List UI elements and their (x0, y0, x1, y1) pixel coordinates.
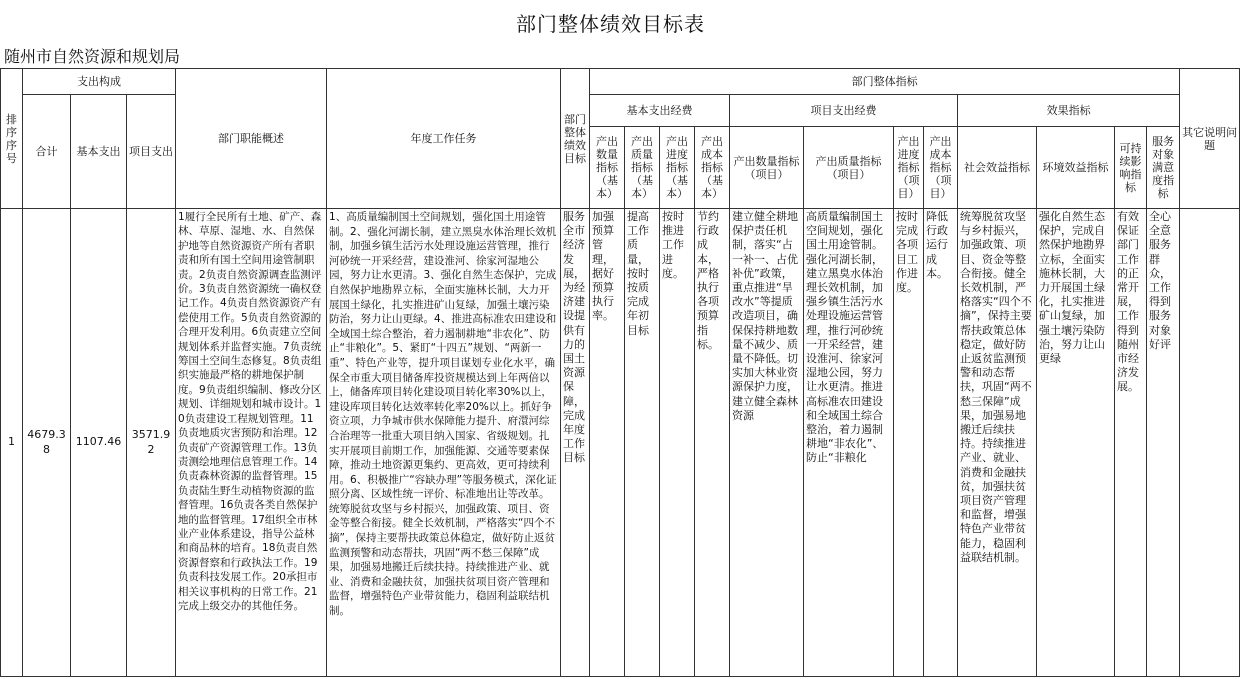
cell-p-qty: 建立健全耕地保护责任机制，落实“占一补一、占优补优”政策，重点推进“旱改水”等提质改造项目，确保保持耕地数量不减少、质量不降低。切实加大林业资源保护力度，建立健全森林资源 (730, 209, 804, 677)
header-seq: 排序序号 (1, 69, 23, 209)
header-b-qty: 产出数量指标（基本） (590, 127, 625, 209)
cell-duties: 1履行全民所有土地、矿产、森林、草原、湿地、水、自然保护地等自然资源资产所有者职责和所有国土空间用途管制职责。2负责自然资源调查监测评价。3负责自然资源统一确权登记工作。4负责自然资源资产有偿使用工作。5负责自然资源的合理开发利用。6负责建立空间规划体系并监督实施。7负责统筹国土空间生态修复。8负责组织实施最严格的耕地保护制度。9负责组织编制、修改分区规划、详细规划和城市设计。10负责建设工程规划管理。11负责地质灾害预防和治理。12负责矿产资源管理工作。13负责测绘地理信息管理工作。14负责森林资源的监督管理。15负责陆生野生动植物资源的监督管理。16负责各类自然保护地的监督管理。17组织全市林业产业体系建设，指导公益林和商品林的培育。18负责自然资源督察和行政执法工作。19负责科技发展工作。20承担市相关议事机构的日常工作。21完成上级交办的其他任务。 (176, 209, 327, 677)
header-duties: 部门职能概述 (176, 69, 327, 209)
page-title: 部门整体绩效目标表 (516, 12, 705, 36)
cell-b-quality: 提高工作质量，按时按质完成年初目标 (625, 209, 660, 677)
cell-total: 4679.38 (23, 209, 71, 677)
header-p-cost: 产出成本指标（项目） (924, 127, 958, 209)
header-goal: 部门整体绩效目标 (561, 69, 590, 209)
header-p-quality: 产出质量指标（项目） (804, 127, 894, 209)
header-basic-exp: 基本支出经费 (590, 95, 730, 127)
organization-name: 随州市自然资源和规划局 (4, 47, 181, 66)
header-indicators: 部门整体指标 (590, 69, 1180, 95)
cell-tasks: 1、高质量编制国土空间规划，强化国土用途管制。2、强化河湖长制，建立黑臭水体治理长效机制，加强乡镇生活污水处理设施运营管理，推行河砂统一开采经营，建设淮河、徐家河湿地公园，努力让水更清。3、强化自然生态保护，完成自然保护地勘界立标，全面实施林长制，大力开展国土绿化，扎实推进矿山复绿，加强土壤污染防治，努力让山更绿。4、推进高标准农田建设和全域国土综合整治，着力遏制耕地“非农化”、防止“非粮化”。5、紧盯“十四五”规划、“两新一重”、特色产业等，提升项目谋划专业化水平，确保全市重大项目储备库投资规模达到上年两倍以上，储备库项目转化建设项目转化率30%以上，建设库项目转化达效率转化率20%以上。抓好争资立项，力争城市供水保障能力提升、府澴河综合治理等一批重大项目纳入国家、省级规划。扎实开展项目前期工作，加强能源、交通等要素保障，推动土地资源更集约、更高效，更可持续利用。6、积极推广“容缺办理”等服务模式，深化证照分离、区域性统一评价、标准地出让等改革。统筹脱贫攻坚与乡村振兴，加强政策、项目、资金等整合衔接。健全长效机制，严格落实“四个不摘”，保持主要帮扶政策总体稳定，做好防止返贫监测预警和动态帮扶，巩固“两不愁三保障”成果，加强易地搬迁后续扶持。持续推进产业、就业、消费和金融扶贫，加强扶贫项目资产管理和监督，增强特色产业带贫能力，稳固利益联结机制。 (327, 209, 561, 677)
header-b-quality: 产出质量指标（基本） (625, 127, 660, 209)
cell-other (1180, 209, 1240, 677)
header-effect: 效果指标 (958, 95, 1180, 127)
header-satisfaction: 服务对象满意度指标 (1147, 127, 1180, 209)
cell-goal: 服务全市经济发展，为经济建设提供有力的国土资源保障，完成年度工作目标 (561, 209, 590, 677)
header-env: 环境效益指标 (1037, 127, 1115, 209)
cell-p-cost: 降低行政运行成本。 (924, 209, 958, 677)
table-row (1, 209, 1240, 677)
header-other: 其它说明问题 (1180, 69, 1240, 209)
cell-seq: 1 (1, 209, 23, 677)
header-social: 社会效益指标 (958, 127, 1037, 209)
header-basic: 基本支出 (71, 95, 127, 209)
header-tasks: 年度工作任务 (327, 69, 561, 209)
header-p-progress: 产出进度指标（项目） (894, 127, 924, 209)
cell-project: 3571.92 (127, 209, 176, 677)
header-project-exp: 项目支出经费 (730, 95, 958, 127)
cell-b-cost: 节约行政成本，严格执行各项预算指标。 (695, 209, 730, 677)
header-p-qty: 产出数量指标（项目） (730, 127, 804, 209)
header-total: 合计 (23, 95, 71, 209)
header-project: 项目支出 (127, 95, 176, 209)
performance-table (0, 68, 1240, 677)
cell-social: 统筹脱贫攻坚与乡村振兴，加强政策、项目、资金等整合衔接。健全长效机制，严格落实“四个不摘”，保持主要帮扶政策总体稳定，做好防止返贫监测预警和动态帮扶，巩固“两不愁三保障”成果，加强易地搬迁后续扶持。持续推进产业、就业、消费和金融扶贫，加强扶贫项目资产管理和监督，增强特色产业带贫能力，稳固利益联结机制。 (958, 209, 1037, 677)
cell-b-qty: 加强预算管理，据好预算执行率。 (590, 209, 625, 677)
header-b-progress: 产出进度指标（基本） (660, 127, 695, 209)
cell-p-quality: 高质量编制国土空间规划，强化国土用途管制。强化河湖长制，建立黑臭水体治理长效机制，加强乡镇生活污水处理设施运营管理，推行河砂统一开采经营，建设淮河、徐家河湿地公园，努力让水更清。推进高标准农田建设和全域国土综合整治，着力遏制耕地“非农化”、防止“非粮化 (804, 209, 894, 677)
header-b-cost: 产出成本指标（基本） (695, 127, 730, 209)
cell-env: 强化自然生态保护，完成自然保护地勘界立标，全面实施林长制，大力开展国土绿化，扎实推进矿山复绿，加强土壤污染防治，努力让山更绿 (1037, 209, 1115, 677)
cell-satisfaction: 全心全意服务群众，工作得到服务对象好评 (1147, 209, 1180, 677)
cell-sustain: 有效保证部门工作的正常开展，工作得到随州市经济发展。 (1115, 209, 1147, 677)
header-expense: 支出构成 (23, 69, 176, 95)
header-sustain: 可持续影响指标 (1115, 127, 1147, 209)
cell-p-progress: 按时完成各项目工作进度。 (894, 209, 924, 677)
cell-basic: 1107.46 (71, 209, 127, 677)
cell-b-progress: 按时推进工作进度。 (660, 209, 695, 677)
